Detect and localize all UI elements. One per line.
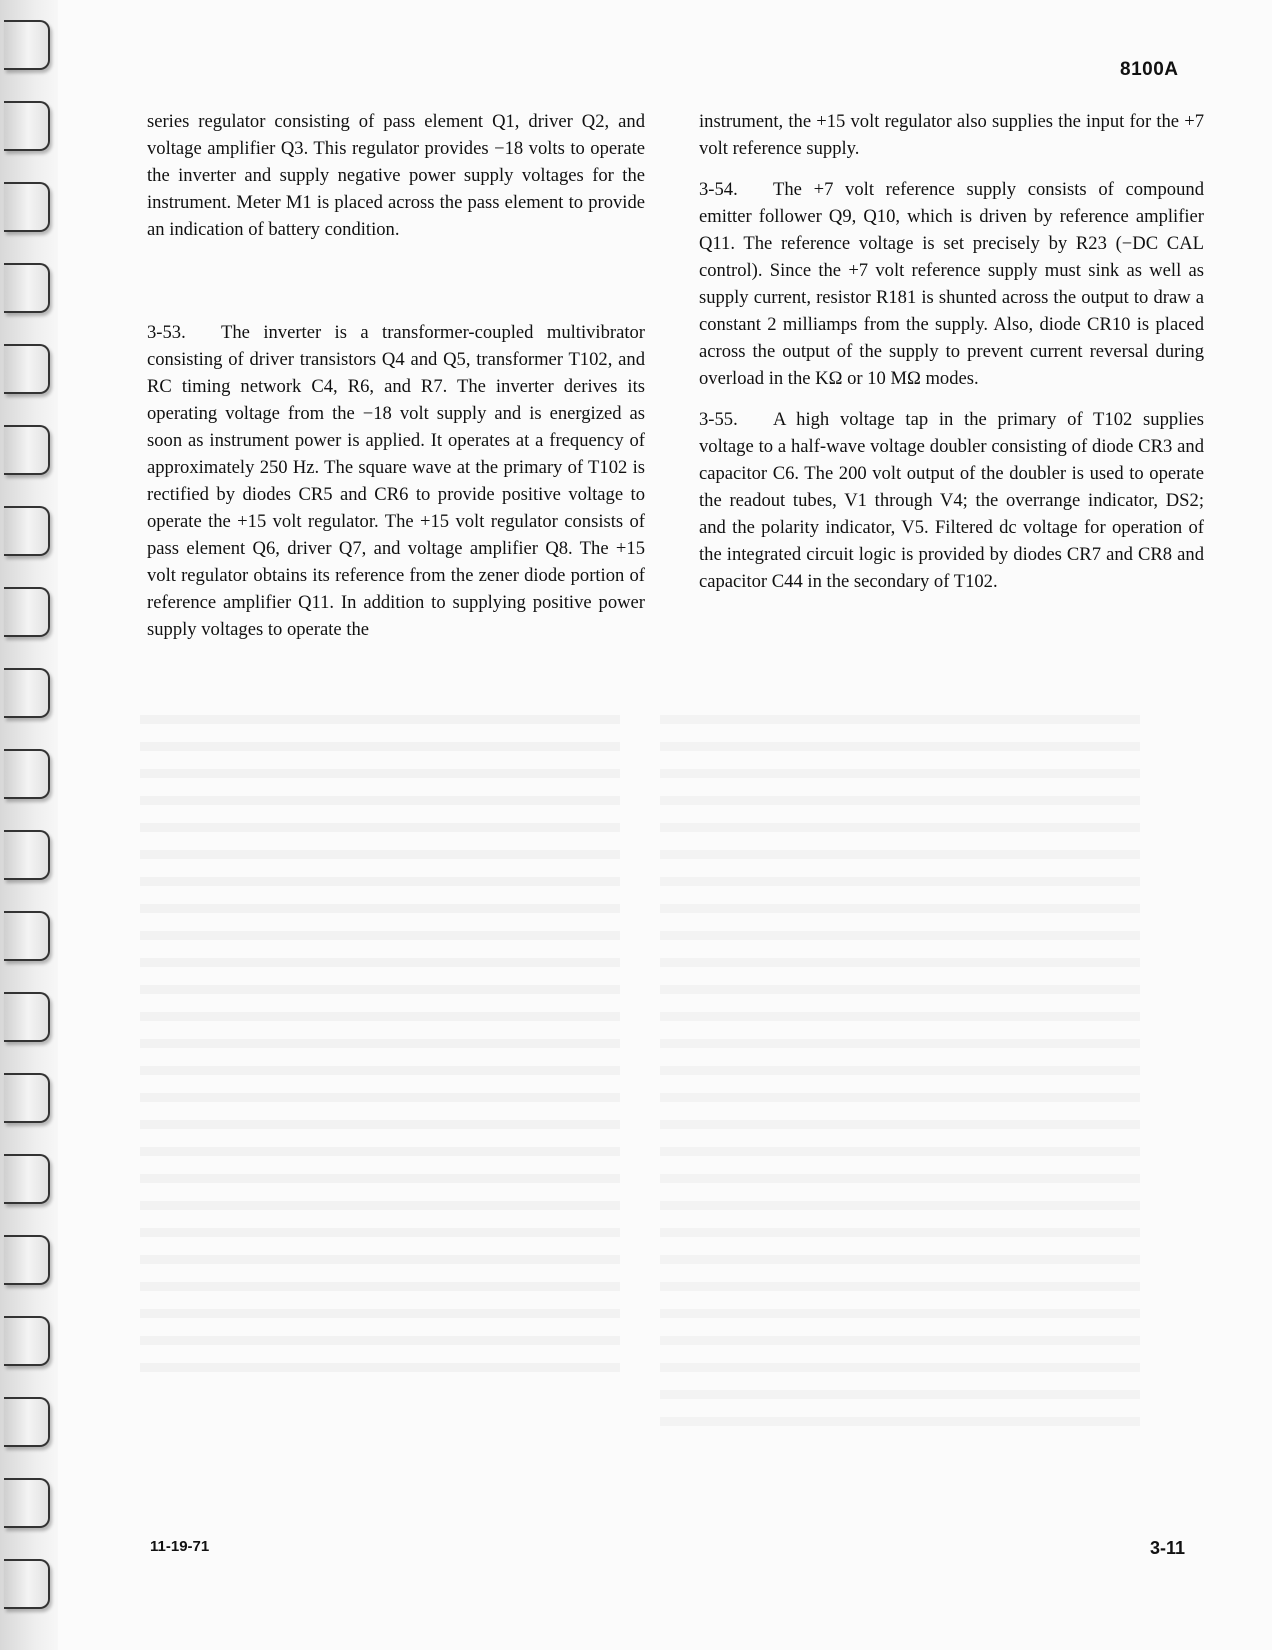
paragraph-3-53: [147, 319, 645, 643]
paragraph-3-54: [699, 176, 1204, 392]
paragraph-number: 3-54.: [699, 179, 738, 200]
binder-ring: [4, 668, 50, 718]
left-column: [147, 108, 645, 643]
revision-date: 11-19-71: [150, 1538, 210, 1555]
binder-ring: [4, 911, 50, 961]
binder-ring: [4, 1154, 50, 1204]
binder-ring: [4, 1397, 50, 1447]
binder-ring: [4, 1559, 50, 1609]
binder-ring: [4, 344, 50, 394]
paragraph-text: A high voltage tap in the primary of T102 supplies voltage to a half-wave voltage doubler consisting of diode CR3 and capacitor C6. The 200 volt output of the doubler is used to operate the readout tubes, V1 through V4; the overrange indicator, DS2; and the polarity indicator, V5. Filtered dc voltage for operation of the integrated circuit logic is provided by diodes CR7 and CR8 and capacitor C44 in the secondary of T102.: [699, 409, 1204, 592]
binder-ring: [4, 1478, 50, 1528]
binder-ring: [4, 830, 50, 880]
binder-ring: [4, 587, 50, 637]
paragraph-number: 3-53.: [147, 322, 186, 343]
model-number: 8100A: [1120, 59, 1179, 80]
paragraph-number: 3-55.: [699, 409, 738, 430]
bleed-through-text: [660, 715, 1140, 1435]
paragraph-continued: [699, 108, 1204, 162]
binder-spine: [0, 0, 58, 1650]
paragraph-text: instrument, the +15 volt regulator also supplies the input for the +7 volt reference supply.: [699, 111, 1204, 159]
paragraph-3-55: [699, 406, 1204, 595]
binder-ring: [4, 263, 50, 313]
binder-ring: [4, 425, 50, 475]
paragraph-text: The +7 volt reference supply consists of compound emitter follower Q9, Q10, which is driven by reference amplifier Q11. The reference voltage is set precisely by R23 (−DC CAL control). Since the +7 volt reference supply must sink as well as supply current, resistor R181 is shunted across the output to draw a constant 2 milliamps from the supply. Also, diode CR10 is placed across the output of the supply to prevent current reversal during overload in the KΩ or 10 MΩ modes.: [699, 179, 1204, 389]
paragraph-text: series regulator consisting of pass element Q1, driver Q2, and voltage amplifier Q3. This regulator provides −18 volts to operate the inverter and supply negative power supply voltages for the instrument. Meter M1 is placed across the pass element to provide an indication of battery condition.: [147, 111, 645, 240]
binder-ring: [4, 1316, 50, 1366]
paragraph-continued: [147, 108, 645, 243]
binder-ring: [4, 992, 50, 1042]
binder-ring: [4, 506, 50, 556]
binder-ring: [4, 101, 50, 151]
paragraph-text: The inverter is a transformer-coupled multivibrator consisting of driver transistors Q4 and Q5, transformer T102, and RC timing network C4, R6, and R7. The inverter derives its operating voltage from the −18 volt supply and is energized as soon as instrument power is applied. It operates at a frequency of approximately 250 Hz. The square wave at the primary of T102 is rectified by diodes CR5 and CR6 to provide positive voltage to operate the +15 volt regulator. The +15 volt regulator consists of pass element Q6, driver Q7, and voltage amplifier Q8. The +15 volt regulator obtains its reference from the zener diode portion of reference amplifier Q11. In addition to supplying positive power supply voltages to operate the: [147, 322, 645, 640]
binder-ring: [4, 749, 50, 799]
binder-ring: [4, 1073, 50, 1123]
binder-ring: [4, 1235, 50, 1285]
bleed-through-text: [140, 715, 620, 1375]
binder-ring: [4, 182, 50, 232]
right-column: [699, 108, 1204, 595]
binder-ring: [4, 20, 50, 70]
page-number: 3-11: [1150, 1538, 1186, 1558]
